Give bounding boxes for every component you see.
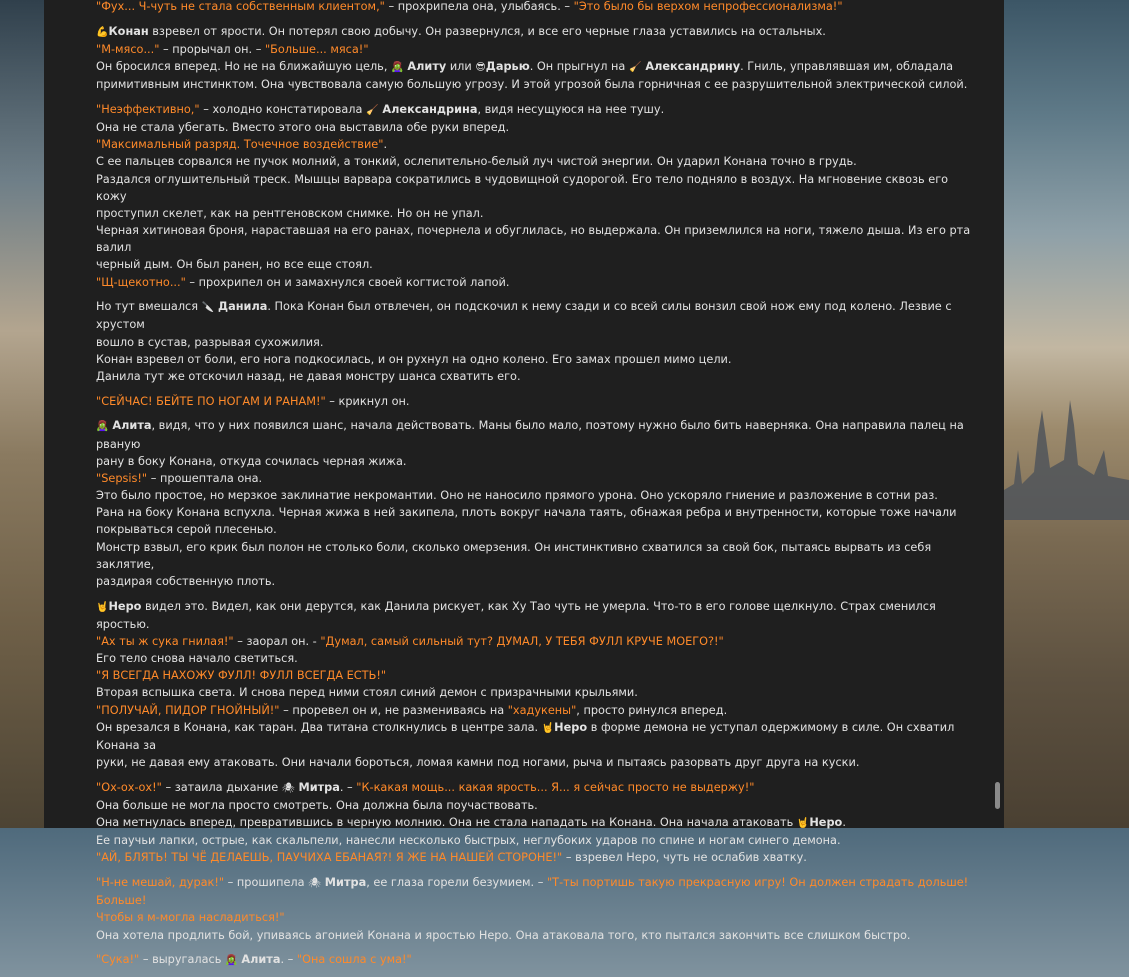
text-span: – прорычал он. – [159, 42, 265, 56]
text-span: Вторая вспышка света. И снова перед ними стоял синий демон с призрачными крыльями. [96, 686, 638, 700]
text-span: Рана на боку Конана вспухла. Черная жижа в ней закипела, плоть вокруг начала таять, обнажая ребра и внутренности, которые тоже начали [96, 506, 957, 520]
quote-text: "Думал, самый сильный тут? ДУМАЛ, У ТЕБЯ ФУЛЛ КРУЧЕ МОЕГО?!" [320, 634, 724, 648]
quote-text: "Это было бы верхом непрофессионализма!" [573, 0, 843, 13]
emoji-icon: 🤘 [796, 818, 810, 830]
text-line [96, 849, 976, 866]
character-name: Конан [108, 24, 149, 38]
text-line [96, 521, 976, 538]
text-line [96, 797, 976, 814]
scrollbar-thumb[interactable] [995, 782, 1000, 809]
paragraph [96, 393, 976, 410]
text-span: . Он прыгнул на [529, 60, 629, 74]
emoji-icon: 🕷 [308, 878, 321, 890]
quote-text: "хадукены" [507, 703, 577, 717]
text-line [96, 909, 976, 926]
text-span: . [842, 816, 846, 830]
text-span: раздирая собственную плоть. [96, 574, 276, 588]
emoji-icon: 🧟‍♀️ [96, 421, 109, 433]
text-span: в форме демона не уступал одержимому в силе. Он схватил Конана за [96, 720, 955, 752]
text-line [96, 779, 976, 797]
character-name: Митра [320, 876, 367, 890]
text-line [96, 470, 976, 487]
text-span: Она хотела продлить бой, упиваясь агонией Конана и яростью Неро. Она атаковала того, кто пытался закончить все слишком быстро. [96, 928, 911, 942]
paragraph [96, 779, 976, 867]
paragraph [96, 101, 976, 291]
text-span: Это было простое, но мерзкое заклинатие некромантии. Оно не наносило прямого урона. Оно ускоряло гниение и разложение в сотни раз. [96, 489, 938, 503]
text-span: , видя, что у них появился шанс, начала действовать. Маны было мало, поэтому нужно было бить наверняка. Она направила палец на рваную [96, 419, 964, 451]
text-span: . Пока Конан был отвлечен, он подскочил к нему сзади и со всей силы вонзил свой нож ему под колено. Лезвие с хрустом [96, 300, 952, 332]
quote-text: "К-какая мощь... какая ярость... Я... я сейчас просто не выдержу!" [356, 780, 755, 794]
text-line [96, 153, 976, 170]
paragraph [96, 417, 976, 590]
text-line [96, 754, 976, 771]
quote-text: "Т-ты портишь такую прекрасную игру! Он должен страдать дольше! Больше! [96, 876, 969, 908]
background-left [0, 0, 44, 828]
text-line [96, 393, 976, 410]
emoji-icon: 🕷 [281, 782, 295, 794]
character-name: Митра [294, 780, 340, 794]
text-span: С ее пальцев сорвался не пучок молний, а тонкий, ослепительно-белый луч чистой энергии. Он ударил Конана точно в грудь. [96, 155, 857, 169]
text-span: Она не стала убегать. Вместо этого она выставила обе руки вперед. [96, 121, 510, 135]
quote-text: "Сука!" [96, 953, 140, 967]
text-span: – прошипела [224, 876, 309, 890]
text-span: . – [339, 780, 357, 794]
text-span: Конан взревел от боли, его нога подкосилась, и он рухнул на одно колено. Его замах прошел мимо цели. [96, 352, 732, 366]
quote-text: "Фух... Ч-чуть не стала собственным клиентом," [96, 0, 385, 13]
text-line [96, 76, 976, 93]
text-line [96, 101, 976, 119]
text-line [96, 368, 976, 385]
text-line [96, 667, 976, 684]
text-line [96, 417, 976, 452]
text-span: Ее паучьи лапки, острые, как скальпели, нанесли несколько быстрых, неглубоких ударов по спине и ногам синего демона. [96, 834, 841, 848]
quote-text: "Она сошла с ума!" [296, 953, 412, 967]
text-span: – проревел он и, не размениваясь на [279, 703, 508, 717]
emoji-icon: 🧹 [366, 104, 379, 116]
text-span: – затаила дыхание [161, 780, 282, 794]
quote-text: "Неэффективно," [96, 102, 200, 116]
text-line [96, 23, 976, 41]
text-span: Но тут вмешался [96, 300, 202, 314]
text-line [96, 274, 976, 291]
text-span: . Гниль, управлявшая им, обладала [740, 60, 954, 74]
text-span: , просто ринулся вперед. [576, 703, 728, 717]
text-line [96, 351, 976, 368]
character-name: Неро [554, 720, 588, 734]
emoji-icon: 🤘 [96, 601, 109, 613]
text-span: – прохрипела она, улыбаясь. – [384, 0, 574, 13]
paragraph [96, 23, 976, 94]
text-line [96, 874, 976, 909]
text-span: примитивным инстинктом. Она чувствовала самую большую угрозу. И этой угрозой была горничная с ее разрушительной электрической силой. [96, 78, 968, 92]
quote-text: "М-мясо..." [96, 42, 160, 56]
text-span: взревел от ярости. Он потерял свою добычу. Он развернулся, и все его черные глаза уставились на остальных. [148, 24, 826, 38]
text-line [96, 58, 976, 76]
text-span: руки, не давая ему атаковать. Они начали бороться, ломая камни под ногами, рыча и пытаясь разорвать друг друга на куски. [96, 755, 860, 769]
text-line [96, 222, 976, 256]
character-name: Неро [108, 599, 142, 613]
text-line [96, 719, 976, 754]
text-line [96, 453, 976, 470]
text-span: Данила тут же отскочил назад, не давая монстру шанса схватить его. [96, 369, 521, 383]
text-line [96, 298, 976, 333]
text-span: – выругалась [139, 953, 225, 967]
text-line [96, 951, 976, 969]
text-span: – заорал он. - [233, 634, 321, 648]
character-name: Неро [809, 816, 843, 830]
text-span: черный дым. Он был ранен, но все еще стоял. [96, 258, 373, 272]
quote-text: Чтобы я м-могла насладиться!" [96, 911, 285, 925]
text-line [96, 0, 976, 15]
paragraph [96, 874, 976, 944]
text-span: , видя несущуюся на нее тушу. [477, 102, 665, 116]
quote-text: "Sepsis!" [96, 471, 148, 485]
quote-text: "Максимальный разряд. Точечное воздействие" [96, 138, 384, 152]
story-text [96, 0, 976, 977]
text-line [96, 650, 976, 667]
character-name: Алита [237, 953, 281, 967]
text-line [96, 136, 976, 153]
text-span: Она больше не могла просто смотреть. Она должна была поучаствовать. [96, 798, 538, 812]
text-line [96, 256, 976, 273]
text-span: покрываться серой плесенью. [96, 523, 277, 537]
paragraph [96, 298, 976, 385]
text-span: Она метнулась вперед, превратившись в черную молнию. Она не стала нападать на Конана. Она начала атаковать [96, 816, 797, 830]
text-line [96, 41, 976, 58]
text-line [96, 927, 976, 944]
text-span: – прохрипел он и замахнулся своей когтистой лапой. [185, 275, 510, 289]
emoji-icon: 🧹 [628, 62, 642, 74]
text-span: – прошептала она. [147, 471, 263, 485]
text-span: или [446, 60, 476, 74]
text-span: рану в боку Конана, откуда сочилась черная жижа. [96, 454, 407, 468]
text-line [96, 633, 976, 650]
character-name: Александрину [641, 60, 741, 74]
character-name: Александрина [378, 102, 478, 116]
text-line [96, 119, 976, 136]
emoji-icon: 😎 [475, 62, 486, 74]
text-span: – крикнул он. [325, 394, 410, 408]
text-line [96, 487, 976, 504]
text-span: Монстр взвыл, его крик был полон не столько боли, сколько омерзения. Он инстинктивно схватился за свой бок, пытаясь вырвать из себя заклятие, [96, 540, 932, 571]
quote-text: "АЙ, БЛЯТЬ! ТЫ ЧЁ ДЕЛАЕШЬ, ПАУЧИХА ЕБАНАЯ?! Я ЖЕ НА НАШЕЙ СТОРОНЕ!" [96, 851, 563, 865]
text-line [96, 702, 976, 719]
character-name: Дарью [485, 60, 530, 74]
text-span: Черная хитиновая броня, нараставшая на его ранах, почернела и обуглилась, но выдержала. Он приземлился на ноги, тяжело дыша. Из его рта валил [96, 224, 971, 255]
text-line [96, 684, 976, 701]
text-span: Раздался оглушительный треск. Мышцы варвара сократились в чудовищной судорогой. Его тело подняло в воздух. На мгновение сквозь его кожу [96, 172, 949, 203]
text-line [96, 334, 976, 351]
background-ruins [1004, 380, 1129, 520]
text-span: , ее глаза горели безумием. – [366, 876, 547, 890]
text-line [96, 832, 976, 849]
text-span: . – [280, 953, 297, 967]
quote-text: "Щ-щекотно..." [96, 275, 186, 289]
text-span: . [383, 138, 388, 152]
character-name: Данила [214, 300, 268, 314]
text-line [96, 504, 976, 521]
text-span: Он бросился вперед. Но не на ближайшую цель, [96, 60, 392, 74]
text-line [96, 171, 976, 205]
text-line [96, 573, 976, 590]
quote-text: "Ох-ох-ох!" [96, 780, 162, 794]
text-span: Его тело снова начало светиться. [96, 652, 298, 666]
character-name: Алита [108, 419, 152, 433]
text-span: Он врезался в Конана, как таран. Два титана столкнулись в центре зала. [96, 720, 542, 734]
emoji-icon: 🔪 [201, 302, 215, 314]
quote-text: "ПОЛУЧАЙ, ПИДОР ГНОЙНЫЙ!" [96, 703, 280, 717]
quote-text: "Ах ты ж сука гнилая!" [96, 634, 234, 648]
text-line [96, 814, 976, 832]
chat-panel [44, 0, 1004, 967]
emoji-icon: 🧟‍♀️ [391, 62, 404, 74]
quote-text: "СЕЙЧАС! БЕЙТЕ ПО НОГАМ И РАНАМ!" [96, 394, 326, 408]
text-line [96, 539, 976, 573]
quote-text: "Я ВСЕГДА НАХОЖУ ФУЛЛ! ФУЛЛ ВСЕГДА ЕСТЬ!" [96, 669, 387, 683]
emoji-icon: 💪 [96, 26, 109, 38]
character-name: Алиту [403, 60, 447, 74]
paragraph [96, 0, 976, 15]
text-line [96, 205, 976, 222]
text-span: видел это. Видел, как они дерутся, как Данила рискует, как Ху Тао чуть не умерла. Что-то в его голове щелкнуло. Страх сменился яростью. [96, 599, 936, 631]
text-line [96, 598, 976, 633]
quote-text: "Больше... мяса!" [264, 42, 369, 56]
quote-text: "Н-не мешай, дурак!" [96, 876, 225, 890]
text-span: – холодно констатировала [199, 102, 367, 116]
emoji-icon: 🧟‍♀️ [224, 955, 238, 967]
text-span: – взревел Неро, чуть не ослабив хватку. [562, 851, 807, 865]
paragraph [96, 598, 976, 772]
text-span: вошло в сустав, разрывая сухожилия. [96, 335, 324, 349]
emoji-icon: 🤘 [541, 722, 555, 734]
paragraph [96, 951, 976, 969]
text-span: проступил скелет, как на рентгеновском снимке. Но он не упал. [96, 206, 484, 220]
